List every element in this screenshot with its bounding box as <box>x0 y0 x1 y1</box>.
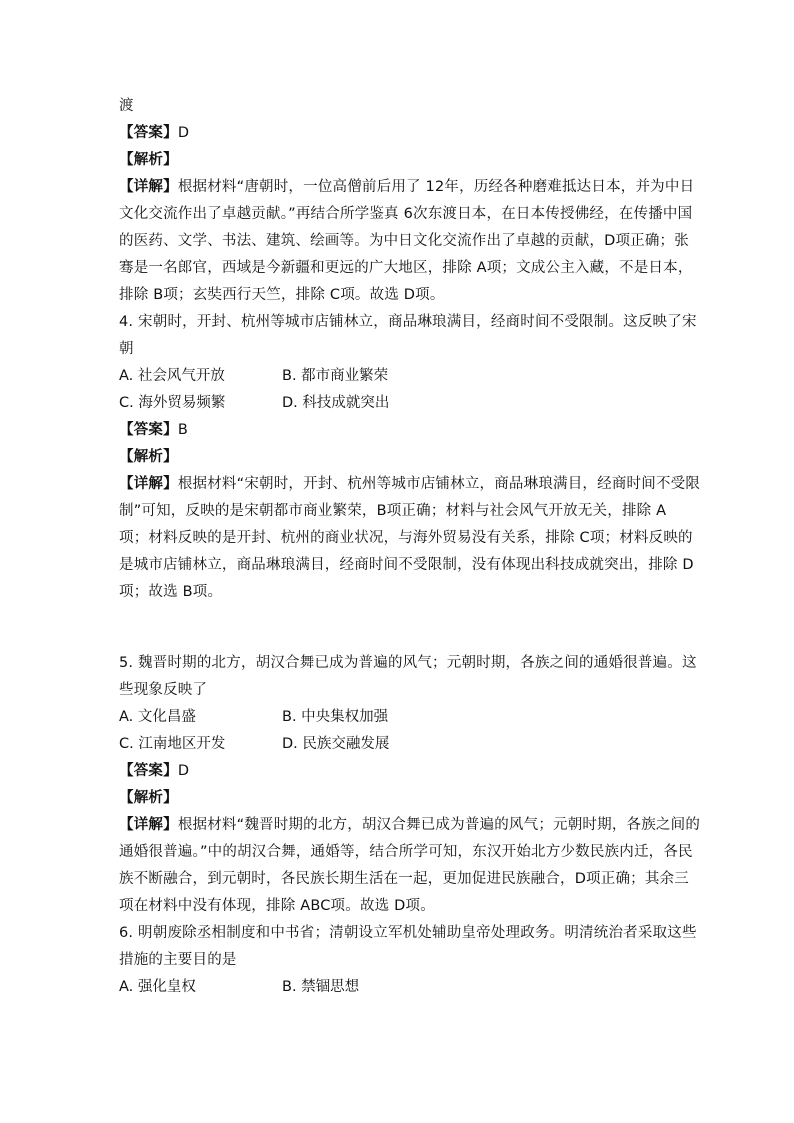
question-3-detail-line: 文化交流作出了卓越贡献。”再结合所学鉴真 6次东渡日本，在日本传授佛经，在传播中国 <box>119 206 693 222</box>
question-4-options-row <box>119 390 679 417</box>
answer-value: B <box>177 422 188 438</box>
document-page <box>119 93 701 1001</box>
question-3-detail-line: 的医药、文学、书法、建筑、绘画等。为中日文化交流作出了卓越的贡献，D项正确；张 <box>119 233 689 249</box>
option-b: B. 中央集权加强 <box>282 709 389 725</box>
question-3-detail-line: 骞是一名郎官，西域是今新疆和更远的广大地区，排除 A项；文成公主入藏，不是日本， <box>119 260 693 276</box>
question-5-analysis-tag: 【解析】 <box>119 790 178 806</box>
answer-value: D <box>177 763 190 779</box>
question-6-stem: 措施的主要目的是 <box>119 952 237 968</box>
option-c: C. 江南地区开发 <box>119 736 226 752</box>
answer-tag: 【答案】 <box>119 125 178 141</box>
question-4-stem: 4. 宋朝时，开封、杭州等城市店铺林立，商品琳琅满目，经商时间不受限制。这反映了宋 <box>119 314 697 330</box>
question-4-analysis-tag: 【解析】 <box>119 449 178 465</box>
answer-tag: 【答案】 <box>119 422 178 438</box>
question-4-answer <box>119 417 679 444</box>
question-5-detail-line: 通婚很普遍。”中的胡汉合舞，通婚等，结合所学可知，东汉开始北方少数民族内迁，各民 <box>119 844 693 860</box>
option-b: B. 禁锢思想 <box>282 979 360 995</box>
question-5-detail-line <box>119 812 701 839</box>
question-3-answer <box>119 120 679 147</box>
option-c: C. 海外贸易频繁 <box>119 395 226 411</box>
question-4-stem: 朝 <box>119 341 134 357</box>
question-5-stem: 些现象反映了 <box>119 682 208 698</box>
question-4-detail-line: 项；材料反映的是开封、杭州的商业状况，与海外贸易没有关系，排除 C项；材料反映的 <box>119 530 693 546</box>
detail-text: 根据材料“宋朝时，开封、杭州等城市店铺林立，商品琳琅满目，经商时间不受限 <box>177 476 701 492</box>
question-4-detail-line: 项；故选 B项。 <box>119 584 223 600</box>
question-5-stem: 5. 魏晋时期的北方，胡汉合舞已成为普遍的风气；元朝时期，各族之间的通婚很普遍。这 <box>119 655 697 671</box>
answer-value: D <box>177 125 190 141</box>
detail-tag: 【详解】 <box>119 817 178 833</box>
option-b: B. 都市商业繁荣 <box>282 368 389 384</box>
question-5-options-row <box>119 731 679 758</box>
question-4-detail-line: 是城市店铺林立，商品琳琅满目，经商时间不受限制，没有体现出科技成就突出，排除 D <box>119 557 694 573</box>
answer-tag: 【答案】 <box>119 763 178 779</box>
question-6-stem: 6. 明朝废除丞相制度和中书省；清朝设立军机处辅助皇帝处理政务。明清统治者采取这些 <box>119 925 697 941</box>
question-5-options-row <box>119 704 679 731</box>
question-4-detail-line <box>119 471 701 498</box>
question-4-detail-line: 制”可知，反映的是宋朝都市商业繁荣，B项正确；材料与社会风气开放无关，排除 A <box>119 503 667 519</box>
question-4-options-row <box>119 363 679 390</box>
option-a: A. 文化昌盛 <box>119 709 196 725</box>
spacer <box>119 606 679 650</box>
detail-text: 根据材料“唐朝时，一位高僧前后用了 12年，历经各种磨难抵达日本，并为中日 <box>177 179 695 195</box>
detail-tag: 【详解】 <box>119 476 178 492</box>
detail-tag: 【详解】 <box>119 179 178 195</box>
question-5-answer <box>119 758 679 785</box>
question-3-detail-line: 排除 B项；玄奘西行天竺，排除 C项。故选 D项。 <box>119 287 445 303</box>
detail-text: 根据材料“魏晋时期的北方，胡汉合舞已成为普遍的风气；元朝时期，各族之间的 <box>177 817 701 833</box>
option-d: D. 科技成就突出 <box>282 395 390 411</box>
question-3-stem-tail: 渡 <box>119 98 134 114</box>
question-5-detail-line: 族不断融合，到元朝时，各民族长期生活在一起，更加促进民族融合，D项正确；其余三 <box>119 871 689 887</box>
question-3-detail-line <box>119 174 695 201</box>
question-3-analysis-tag: 【解析】 <box>119 152 178 168</box>
question-5-detail-line: 项在材料中没有体现，排除 ABC项。故选 D项。 <box>119 898 435 914</box>
option-d: D. 民族交融发展 <box>282 736 390 752</box>
option-a: A. 社会风气开放 <box>119 368 225 384</box>
option-a: A. 强化皇权 <box>119 979 196 995</box>
question-6-options-row <box>119 974 679 1001</box>
